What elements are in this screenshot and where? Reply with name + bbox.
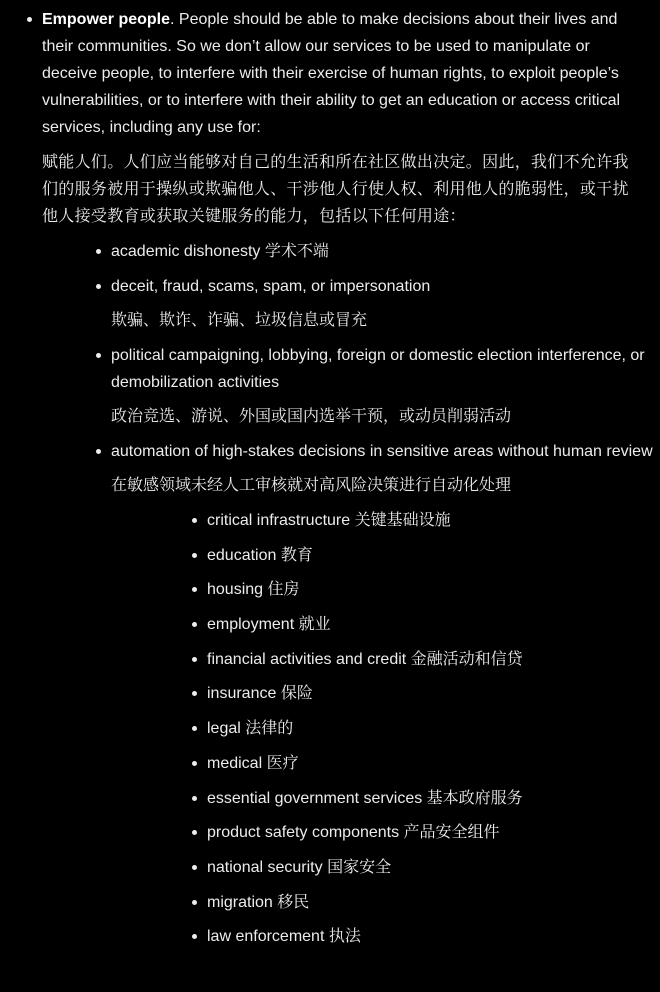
item-text-en: political campaigning, lobbying, foreign or domestic election interference, or demobilization activities — [111, 347, 645, 391]
sub-list-item — [111, 507, 660, 534]
sub-item-text: product safety components 产品安全组件 — [207, 824, 500, 842]
sub-item-text: legal 法律的 — [207, 720, 294, 738]
intro-text-en: . People should be able to make decisions about their lives and their communities. So we don’t allow our services to be used to manipulate or deceive people, to interfere with their exercise of human rights, to exploit people’s vulnerabilities, or to interfere with their ability to get an education or access critical services, including any use for: — [42, 11, 621, 136]
sub-item-text: financial activities and credit 金融活动和信贷 — [207, 650, 523, 668]
prohibited-uses-list — [42, 238, 653, 950]
item-text-en: deceit, fraud, scams, spam, or impersonation — [111, 278, 431, 295]
item-text-zh: 欺骗、欺诈、诈骗、垃圾信息或冒充 — [111, 312, 368, 329]
sub-item-text: education 教育 — [207, 546, 313, 564]
sub-list-item — [111, 542, 660, 569]
item-text-zh: 政治竞选、游说、外国或国内选举干预，或动员削弱活动 — [111, 408, 512, 425]
bullet-icon — [192, 726, 197, 731]
sub-list-item — [111, 750, 660, 777]
sub-item-text: essential government services 基本政府服务 — [207, 789, 523, 807]
sub-item-text: national security 国家安全 — [207, 858, 392, 876]
sub-list-item — [111, 854, 660, 881]
bullet-icon — [192, 553, 197, 558]
sub-item-text: law enforcement 执法 — [207, 928, 361, 946]
bullet-icon — [192, 518, 197, 523]
bullet-icon — [27, 17, 32, 22]
bullet-icon — [192, 830, 197, 835]
sub-list-item — [111, 576, 660, 603]
sub-item-text: critical infrastructure 关键基础设施 — [207, 512, 451, 529]
bullet-icon — [96, 353, 101, 358]
list-item-empower-people — [0, 6, 653, 950]
intro-text-zh: 赋能人们。人们应当能够对自己的生活和所在社区做出决定。因此，我们不允许我们的服务被用于操纵或欺骗他人、干涉他人行使人权、利用他人的脆弱性，或干扰他人接受教育或获取关键服务的能力，包括以下任何用途： — [42, 154, 629, 225]
sub-item-text: migration 移民 — [207, 893, 310, 911]
bullet-icon — [192, 796, 197, 801]
list-item — [42, 273, 660, 334]
sub-list-item — [111, 680, 660, 707]
sub-item-text: housing 住房 — [207, 581, 300, 599]
sub-item-text: medical 医疗 — [207, 754, 299, 772]
bullet-icon — [192, 865, 197, 870]
item-text-en: academic dishonesty 学术不端 — [111, 243, 329, 260]
bullet-icon — [192, 587, 197, 592]
sub-item-text: employment 就业 — [207, 616, 331, 634]
item-text-en: automation of high-stakes decisions in sensitive areas without human review — [111, 443, 653, 460]
top-level-list — [0, 6, 660, 950]
sub-list-item — [111, 785, 660, 812]
bullet-icon — [96, 284, 101, 289]
bullet-icon — [192, 761, 197, 766]
sub-list-item — [111, 646, 660, 673]
sub-list-item — [111, 889, 660, 916]
bullet-icon — [96, 249, 101, 254]
list-item — [42, 238, 660, 265]
list-item — [42, 438, 660, 950]
bullet-icon — [192, 691, 197, 696]
bullet-icon — [192, 934, 197, 939]
policy-document — [0, 6, 660, 958]
sensitive-areas-list — [111, 507, 660, 950]
list-item — [42, 342, 660, 430]
sub-list-item — [111, 715, 660, 742]
bullet-icon — [96, 449, 101, 454]
bullet-icon — [192, 657, 197, 662]
sub-list-item — [111, 819, 660, 846]
bullet-icon — [192, 622, 197, 627]
sub-item-text: insurance 保险 — [207, 685, 313, 703]
sub-list-item — [111, 611, 660, 638]
item-text-zh: 在敏感领域未经人工审核就对高风险决策进行自动化处理 — [111, 477, 512, 494]
section-heading: Empower people — [42, 11, 171, 28]
sub-list-item — [111, 923, 660, 950]
bullet-icon — [192, 900, 197, 905]
intro-paragraph — [42, 11, 620, 136]
